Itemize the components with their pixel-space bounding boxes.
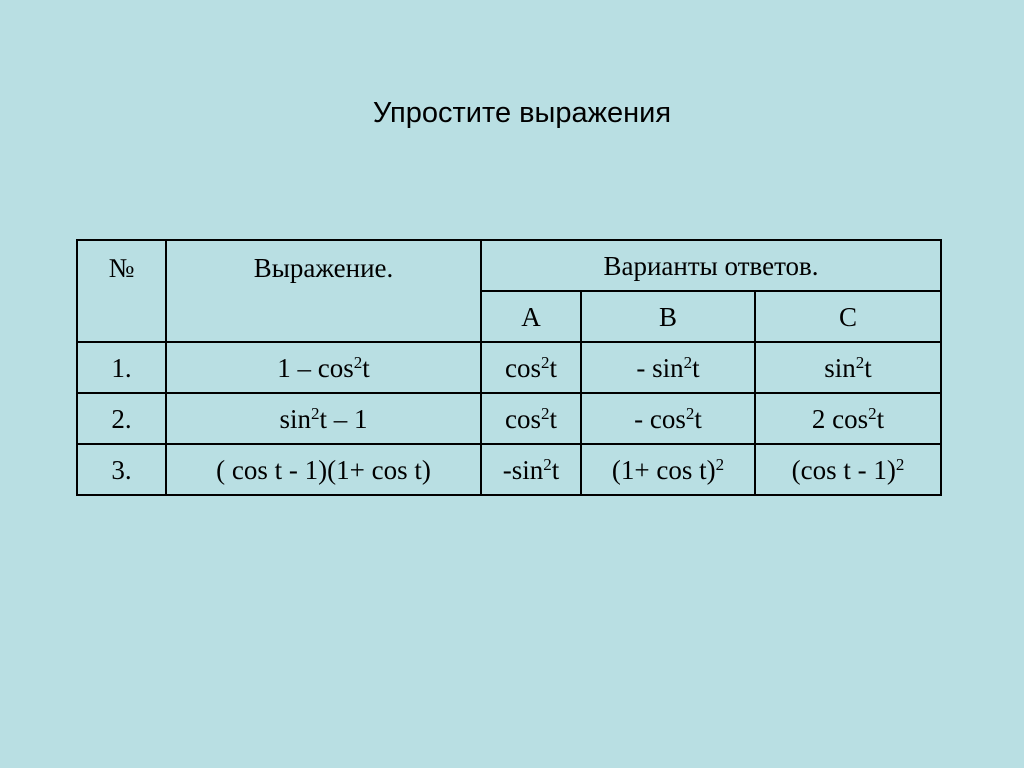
expr-exponent: 2 [685, 403, 695, 423]
expr-exponent: 2 [543, 454, 552, 474]
answer-text [505, 353, 557, 383]
option-header-a [481, 291, 581, 342]
expr-part: t [692, 352, 700, 383]
expr-part: - cos [634, 403, 686, 434]
answer-cell-b [581, 342, 755, 393]
expr-part: sin [824, 352, 856, 383]
expr-exponent: 2 [715, 454, 725, 474]
answer-cell-b [581, 393, 755, 444]
row-number-cell [77, 393, 166, 444]
expr-part: cos [504, 403, 541, 434]
expr-exponent: 2 [683, 352, 693, 372]
answer-text [634, 404, 702, 434]
table-row [77, 444, 941, 495]
answer-cell-b [581, 444, 755, 495]
expr-part: t [362, 352, 370, 383]
expression-text [279, 404, 367, 434]
expr-part: cos [504, 352, 541, 383]
expr-part: t [549, 403, 557, 434]
answer-cell-a [481, 393, 581, 444]
expr-exponent: 2 [311, 403, 320, 423]
expr-part: t [876, 403, 885, 434]
answer-cell-a [481, 444, 581, 495]
expr-part: t [549, 352, 557, 383]
expr-exponent: 2 [868, 403, 877, 423]
answer-cell-c [755, 342, 941, 393]
option-label-a: A [521, 301, 541, 332]
answer-text [824, 353, 872, 383]
table-header-row [77, 240, 941, 291]
expression-cell [166, 393, 481, 444]
expr-part: sin [279, 403, 311, 434]
answer-text [612, 455, 724, 485]
expr-exponent: 2 [540, 352, 550, 372]
answer-text [812, 404, 884, 434]
expr-part: t [551, 454, 560, 485]
row-number: 2. [111, 403, 132, 434]
expr-exponent: 2 [855, 352, 865, 372]
option-header-b [581, 291, 755, 342]
expression-cell [166, 444, 481, 495]
row-number: 3. [111, 454, 132, 485]
header-answers-label: Варианты ответов. [603, 250, 819, 281]
answer-text [503, 455, 560, 485]
header-answers-cell [481, 240, 941, 291]
row-number: 1. [111, 352, 132, 383]
answer-table [76, 239, 942, 496]
expr-exponent: 2 [540, 403, 550, 423]
header-number-label: № [108, 253, 135, 283]
expr-part: t [694, 403, 702, 434]
row-number-cell [77, 342, 166, 393]
expr-part: ( cos t - 1)(1+ cos t) [216, 454, 431, 485]
answer-cell-c [755, 444, 941, 495]
expr-part: - sin [636, 352, 684, 383]
expression-text [277, 353, 370, 383]
expr-part: 1 – cos [277, 352, 354, 383]
expr-part: (1+ cos t) [611, 454, 716, 485]
header-expression-cell [166, 240, 481, 342]
expr-exponent: 2 [353, 352, 363, 372]
expr-exponent: 2 [895, 454, 905, 474]
expr-part: (cos t - 1) [791, 454, 896, 485]
expr-part: -sin [502, 454, 544, 485]
table-row [77, 393, 941, 444]
option-header-c [755, 291, 941, 342]
answer-text [505, 404, 557, 434]
option-label-b: B [658, 301, 677, 332]
expr-part: t [864, 352, 872, 383]
option-label-c: C [838, 301, 857, 332]
answer-text [636, 353, 699, 383]
expression-cell [166, 342, 481, 393]
answer-cell-a [481, 342, 581, 393]
answer-cell-c [755, 393, 941, 444]
table-row [77, 342, 941, 393]
row-number-cell [77, 444, 166, 495]
expr-part: t – 1 [319, 403, 368, 434]
expr-part: 2 cos [811, 403, 869, 434]
answer-text [792, 455, 905, 485]
slide-title: Упростите выражения [372, 97, 672, 129]
header-expression-label: Выражение. [253, 253, 394, 283]
expression-text [216, 455, 431, 485]
header-number-cell [77, 240, 166, 342]
